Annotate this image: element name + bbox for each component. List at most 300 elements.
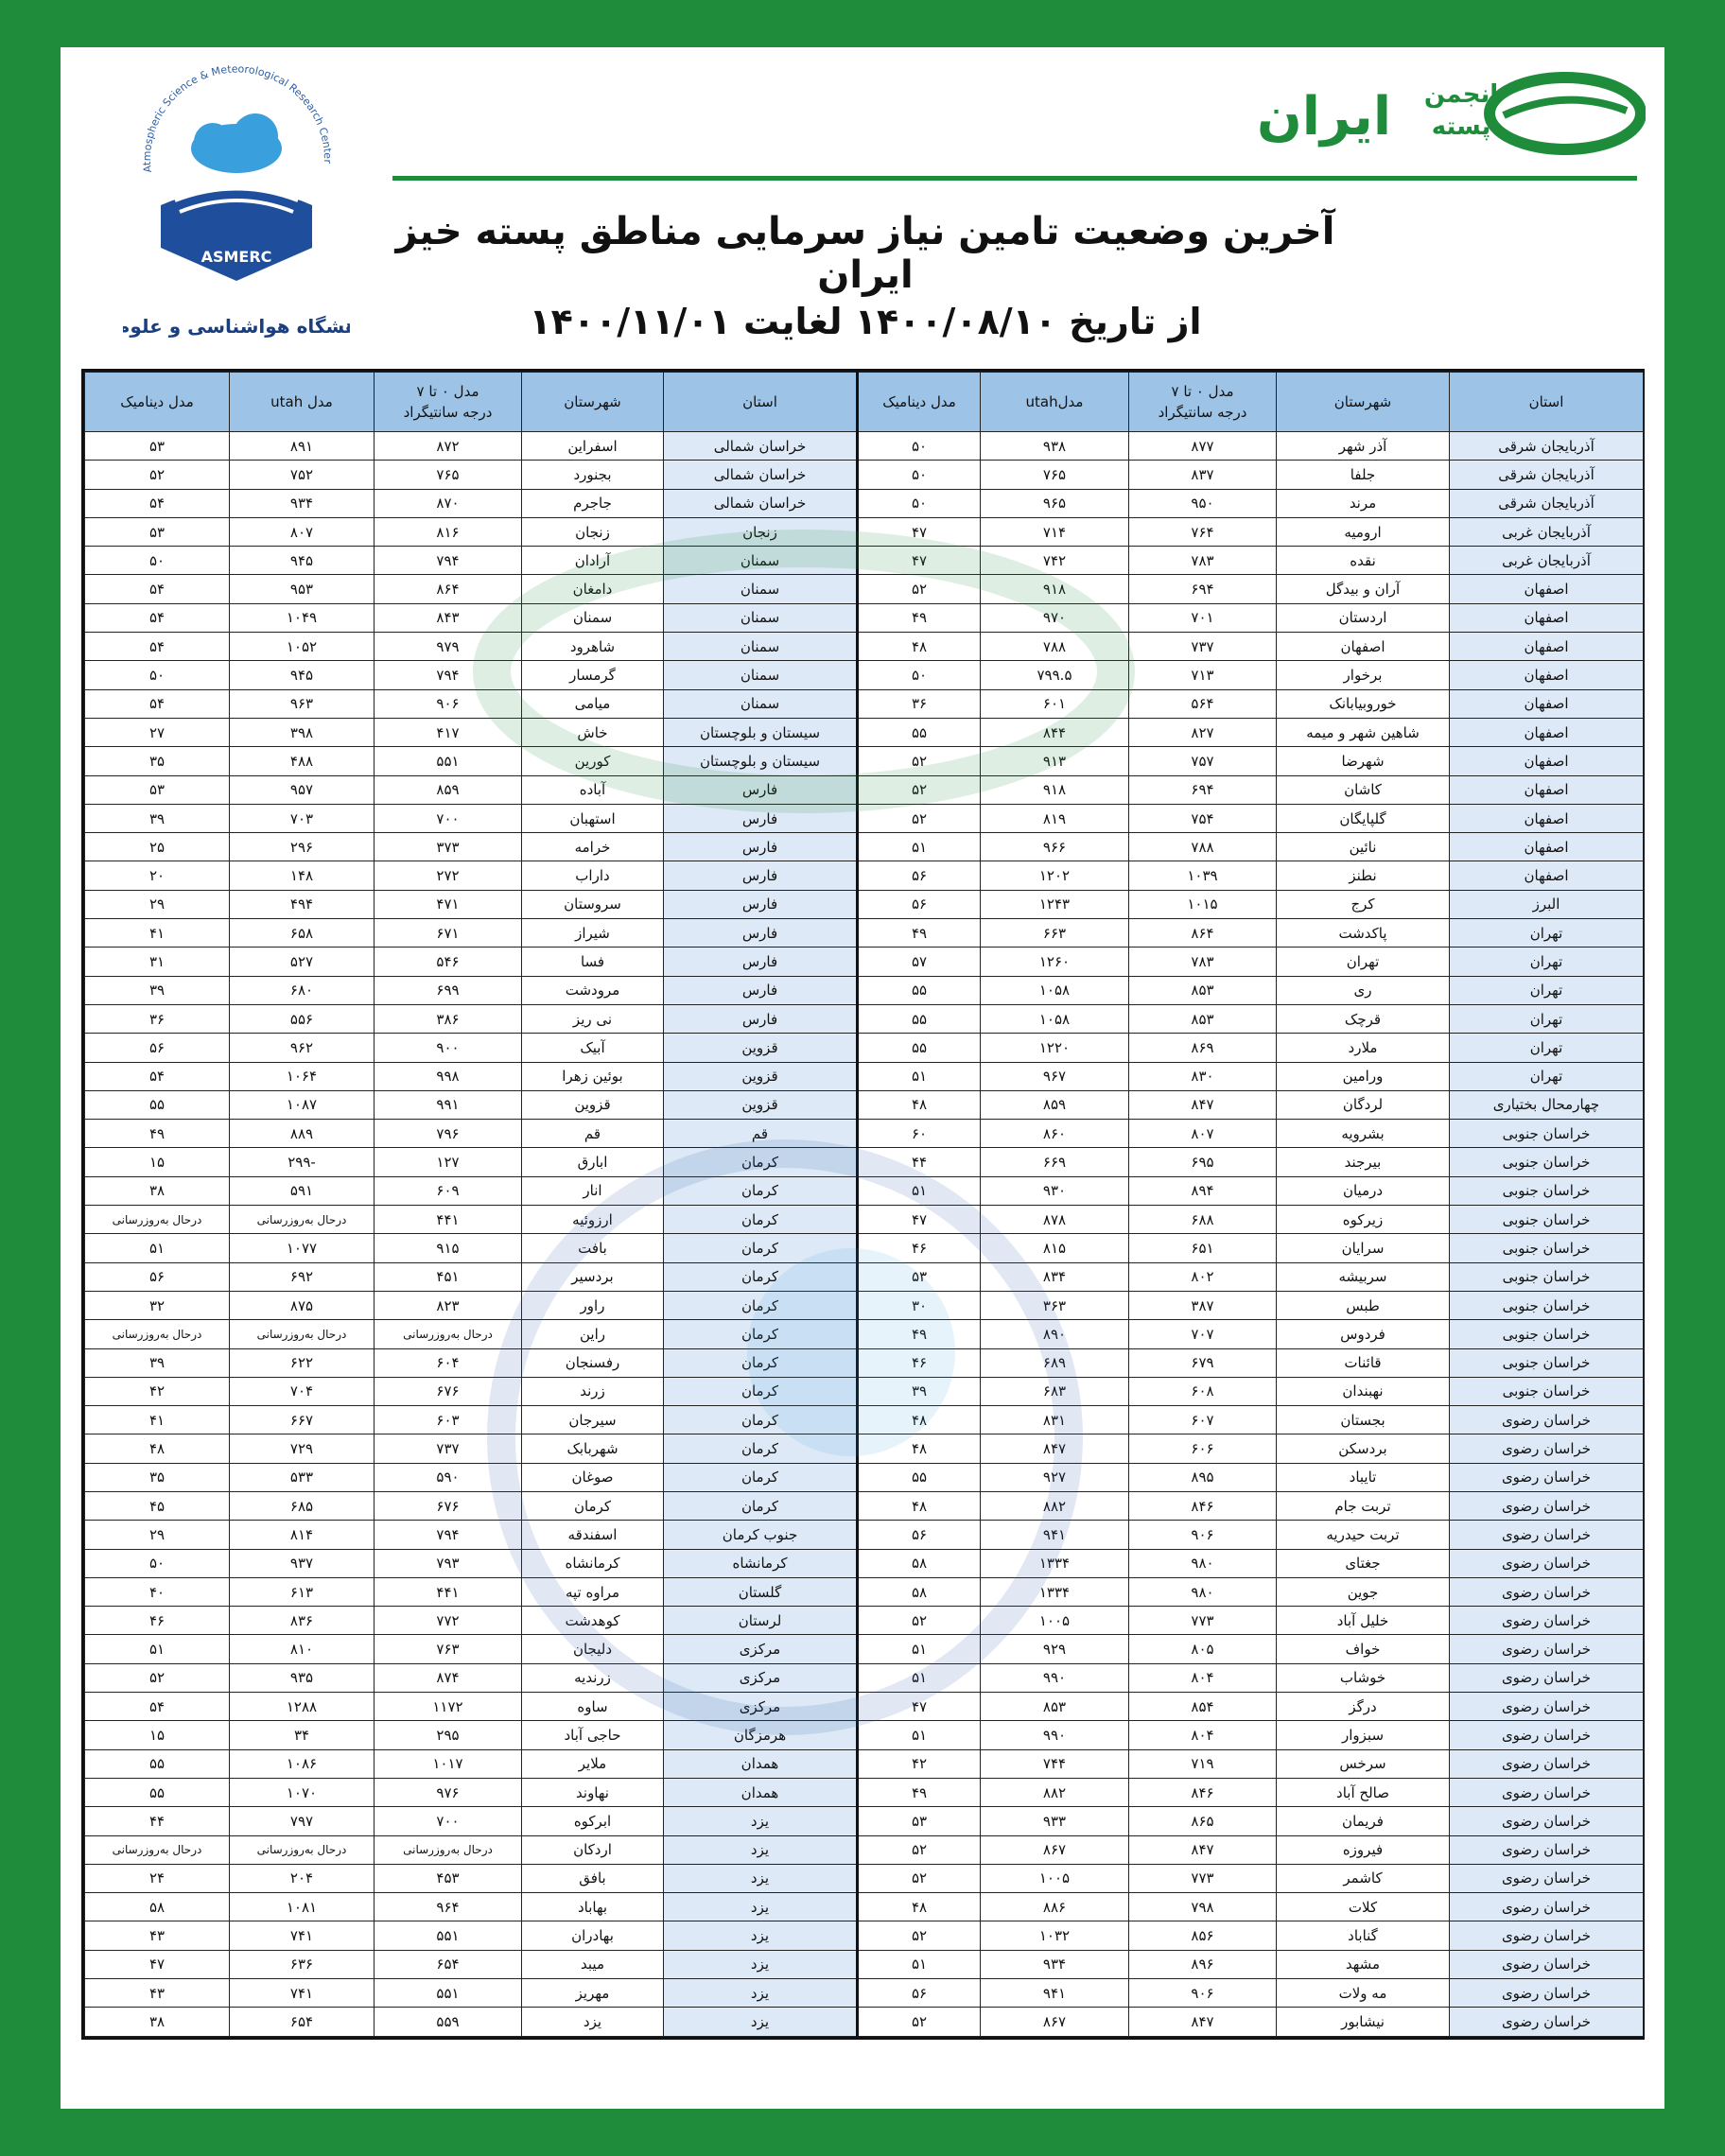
cell-province: خراسان شمالی — [664, 489, 858, 517]
cell-model-0-7: ۷۹۴ — [375, 661, 522, 689]
cell-province: اصفهان — [1450, 718, 1644, 746]
cell-model-0-7: ۲۷۲ — [375, 861, 522, 890]
cell-city: کورین — [522, 747, 664, 775]
cell-model-0-7: ۹۷۶ — [375, 1778, 522, 1806]
cell-province: همدان — [664, 1778, 858, 1806]
cell-model-0-7: ۶۰۷ — [1129, 1406, 1277, 1434]
cell-utah: ۸۰۷ — [230, 517, 375, 546]
cell-dynamic: ۱۵ — [85, 1721, 230, 1749]
cell-model-0-7: ۸۵۴ — [1129, 1693, 1277, 1721]
cell-dynamic: ۴۷ — [858, 547, 981, 575]
cell-model-0-7: ۹۸۰ — [1129, 1549, 1277, 1577]
cell-dynamic: ۱۵ — [85, 1148, 230, 1176]
cell-province: مرکزی — [664, 1693, 858, 1721]
table-row — [85, 1693, 1644, 1721]
cell-utah: درحال به‌روزرسانی — [230, 1835, 375, 1864]
cell-model-0-7: ۷۰۰ — [375, 804, 522, 832]
cell-model-0-7: ۸۴۶ — [1129, 1778, 1277, 1806]
table-row — [85, 1090, 1644, 1119]
cell-province: خراسان جنوبی — [1450, 1148, 1644, 1176]
cell-city: ساوه — [522, 1693, 664, 1721]
table-row — [85, 1148, 1644, 1176]
cell-utah: ۹۶۶ — [981, 833, 1129, 861]
cell-city: شهرضا — [1277, 747, 1450, 775]
cell-utah: ۹۴۵ — [230, 547, 375, 575]
cell-city: خلیل آباد — [1277, 1607, 1450, 1635]
cell-province: کرمان — [664, 1377, 858, 1405]
cell-province: یزد — [664, 2008, 858, 2036]
cell-utah: ۱۰۰۵ — [981, 1607, 1129, 1635]
table-row — [85, 1663, 1644, 1692]
table-row — [85, 1062, 1644, 1090]
cell-model-0-7: ۷۵۷ — [1129, 747, 1277, 775]
cell-province: کرمان — [664, 1148, 858, 1176]
cell-city: راین — [522, 1320, 664, 1348]
cell-city: جاجرم — [522, 489, 664, 517]
cell-dynamic: ۵۰ — [858, 432, 981, 461]
cell-province: یزد — [664, 1807, 858, 1835]
cell-dynamic: ۵۲ — [85, 1663, 230, 1692]
cell-city: آبیک — [522, 1034, 664, 1062]
cell-utah: ۱۲۸۸ — [230, 1693, 375, 1721]
cell-city: تربت حیدریه — [1277, 1521, 1450, 1549]
cell-dynamic: ۵۶ — [858, 1521, 981, 1549]
cell-utah: ۱۲۴۳ — [981, 890, 1129, 918]
cell-utah: ۱۰۵۸ — [981, 976, 1129, 1004]
cell-province: کرمانشاه — [664, 1549, 858, 1577]
cell-province: خراسان شمالی — [664, 432, 858, 461]
cell-province: خراسان رضوی — [1450, 1749, 1644, 1778]
cell-model-0-7: ۸۵۳ — [1129, 976, 1277, 1004]
cell-city: ارومیه — [1277, 517, 1450, 546]
cell-utah: ۷۴۴ — [981, 1749, 1129, 1778]
cell-dynamic: ۵۲ — [858, 1864, 981, 1892]
cell-province: خراسان رضوی — [1450, 1778, 1644, 1806]
cell-dynamic: درحال به‌روزرسانی — [85, 1835, 230, 1864]
cell-utah: ۸۸۲ — [981, 1491, 1129, 1520]
cell-utah: ۱۰۵۲ — [230, 633, 375, 661]
cell-dynamic: ۵۰ — [858, 661, 981, 689]
cell-model-0-7: ۷۹۶ — [375, 1120, 522, 1148]
cell-city: مهریز — [522, 1979, 664, 2008]
cell-city: میبد — [522, 1950, 664, 1978]
col-utah: مدل utah — [230, 373, 375, 432]
cell-dynamic: ۴۱ — [85, 1406, 230, 1434]
cell-dynamic: ۵۲ — [858, 747, 981, 775]
cell-model-0-7: ۸۷۷ — [1129, 432, 1277, 461]
cell-model-0-7: ۷۶۳ — [375, 1635, 522, 1663]
cell-utah: ۹۳۷ — [230, 1549, 375, 1577]
cell-model-0-7: ۶۰۳ — [375, 1406, 522, 1434]
svg-text:انجمن: انجمن — [1423, 80, 1499, 109]
cell-province: خراسان رضوی — [1450, 1521, 1644, 1549]
table-row — [85, 517, 1644, 546]
cell-dynamic: ۴۶ — [85, 1607, 230, 1635]
cell-dynamic: ۵۱ — [85, 1635, 230, 1663]
table-row — [85, 1206, 1644, 1234]
cell-model-0-7: ۶۹۵ — [1129, 1148, 1277, 1176]
cell-model-0-7: ۹۹۱ — [375, 1090, 522, 1119]
cell-province: خراسان جنوبی — [1450, 1234, 1644, 1262]
cell-dynamic: ۵۶ — [858, 1979, 981, 2008]
cell-utah: ۶۱۳ — [230, 1577, 375, 1606]
cell-province: خراسان جنوبی — [1450, 1206, 1644, 1234]
table-row — [85, 1176, 1644, 1205]
table-row — [85, 1120, 1644, 1148]
col-province: استان — [664, 373, 858, 432]
cell-utah: ۶۸۳ — [981, 1377, 1129, 1405]
cell-model-0-7: ۹۵۰ — [1129, 489, 1277, 517]
cell-model-0-7: ۶۷۹ — [1129, 1348, 1277, 1377]
cell-model-0-7: ۷۸۳ — [1129, 948, 1277, 976]
cell-city: ملارد — [1277, 1034, 1450, 1062]
cell-utah: ۶۳۶ — [230, 1950, 375, 1978]
cell-city: آران و بیدگل — [1277, 575, 1450, 603]
cell-city: گرمسار — [522, 661, 664, 689]
cell-dynamic: ۵۶ — [858, 890, 981, 918]
table-row — [85, 603, 1644, 632]
cell-province: آذربایجان شرقی — [1450, 461, 1644, 489]
svg-text:پژوهشگاه هواشناسی و علوم جو: شگاه هواشناسی و علوم — [123, 315, 345, 338]
cell-model-0-7: ۹۹۸ — [375, 1062, 522, 1090]
cell-utah: ۷۹۷ — [230, 1807, 375, 1835]
cell-city: شاهین شهر و میمه — [1277, 718, 1450, 746]
cell-model-0-7: ۸۰۷ — [1129, 1120, 1277, 1148]
cell-model-0-7: ۷۱۳ — [1129, 661, 1277, 689]
cell-utah: ۹۹۰ — [981, 1721, 1129, 1749]
cell-province: خراسان رضوی — [1450, 1835, 1644, 1864]
cell-city: بافت — [522, 1234, 664, 1262]
cell-model-0-7: ۷۹۸ — [1129, 1893, 1277, 1921]
cell-utah: ۹۴۱ — [981, 1979, 1129, 2008]
cell-model-0-7: ۸۴۳ — [375, 603, 522, 632]
cell-model-0-7: ۶۵۴ — [375, 1950, 522, 1978]
cell-dynamic: ۵۷ — [858, 948, 981, 976]
cell-dynamic: ۴۷ — [858, 1206, 981, 1234]
cell-model-0-7: ۸۰۴ — [1129, 1721, 1277, 1749]
cell-utah: ۹۵۷ — [230, 775, 375, 804]
cell-province: کرمان — [664, 1463, 858, 1491]
cell-model-0-7: ۹۷۹ — [375, 633, 522, 661]
table-row — [85, 461, 1644, 489]
table-row — [85, 1607, 1644, 1635]
cell-city: نهاوند — [522, 1778, 664, 1806]
cell-city: تایباد — [1277, 1463, 1450, 1491]
cell-province: قزوین — [664, 1034, 858, 1062]
cell-utah: ۶۶۷ — [230, 1406, 375, 1434]
cell-city: بهاباد — [522, 1893, 664, 1921]
cell-dynamic: ۴۹ — [858, 1778, 981, 1806]
cell-utah: ۶۸۹ — [981, 1348, 1129, 1377]
cell-province: مرکزی — [664, 1635, 858, 1663]
cell-utah: ۶۸۵ — [230, 1491, 375, 1520]
cell-province: سمنان — [664, 547, 858, 575]
cell-model-0-7: ۸۶۴ — [1129, 919, 1277, 948]
cell-model-0-7: ۷۰۱ — [1129, 603, 1277, 632]
cell-dynamic: ۳۹ — [858, 1377, 981, 1405]
cell-dynamic: ۵۳ — [858, 1262, 981, 1291]
cell-city: صالح آباد — [1277, 1778, 1450, 1806]
cell-model-0-7: ۷۹۳ — [375, 1549, 522, 1577]
cell-model-0-7: ۶۸۸ — [1129, 1206, 1277, 1234]
cell-dynamic: ۵۲ — [858, 804, 981, 832]
iran-pistachio-association-logo — [1229, 68, 1646, 163]
cell-city: تهران — [1277, 948, 1450, 976]
cell-dynamic: ۲۵ — [85, 833, 230, 861]
table-row — [85, 1234, 1644, 1262]
cell-dynamic: ۵۰ — [858, 461, 981, 489]
cell-dynamic: ۳۹ — [85, 1348, 230, 1377]
cell-dynamic: ۵۳ — [85, 517, 230, 546]
table-row — [85, 1491, 1644, 1520]
cell-province: خراسان رضوی — [1450, 1921, 1644, 1950]
cell-province: خراسان جنوبی — [1450, 1348, 1644, 1377]
cell-dynamic: ۶۰ — [858, 1120, 981, 1148]
cell-utah: ۳۶۳ — [981, 1291, 1129, 1319]
cell-utah: ۱۲۰۲ — [981, 861, 1129, 890]
cell-model-0-7: ۷۸۸ — [1129, 833, 1277, 861]
table-row — [85, 1377, 1644, 1405]
cell-model-0-7: ۶۹۹ — [375, 976, 522, 1004]
cell-dynamic: ۵۵ — [858, 718, 981, 746]
cell-dynamic: ۲۹ — [85, 1521, 230, 1549]
table-row — [85, 1807, 1644, 1835]
cell-utah: درحال به‌روزرسانی — [230, 1206, 375, 1234]
cell-utah: ۷۰۳ — [230, 804, 375, 832]
cell-province: خراسان رضوی — [1450, 1950, 1644, 1978]
cell-utah: ۸۴۷ — [981, 1434, 1129, 1463]
cell-city: ابارق — [522, 1148, 664, 1176]
cell-model-0-7: ۷۰۰ — [375, 1807, 522, 1835]
table-row — [85, 976, 1644, 1004]
cell-city: سبزوار — [1277, 1721, 1450, 1749]
cell-utah: ۹۳۵ — [230, 1663, 375, 1692]
cell-model-0-7: ۷۰۷ — [1129, 1320, 1277, 1348]
cell-model-0-7: ۷۷۲ — [375, 1607, 522, 1635]
cell-city: آرادان — [522, 547, 664, 575]
cell-model-0-7: ۵۵۱ — [375, 1979, 522, 2008]
cell-city: سرخس — [1277, 1749, 1450, 1778]
cell-model-0-7: ۶۰۸ — [1129, 1377, 1277, 1405]
cell-city: قم — [522, 1120, 664, 1148]
cell-dynamic: ۴۹ — [85, 1120, 230, 1148]
cell-dynamic: ۳۵ — [85, 747, 230, 775]
cell-province: اصفهان — [1450, 833, 1644, 861]
cell-city: کاشان — [1277, 775, 1450, 804]
cell-city: درمیان — [1277, 1176, 1450, 1205]
cell-province: یزد — [664, 1893, 858, 1921]
cell-utah: ۷۵۲ — [230, 461, 375, 489]
cell-province: خراسان رضوی — [1450, 1491, 1644, 1520]
cell-city: راور — [522, 1291, 664, 1319]
cell-utah: ۹۵۳ — [230, 575, 375, 603]
cell-province: اصفهان — [1450, 603, 1644, 632]
cell-province: یزد — [664, 1950, 858, 1978]
cell-utah: ۵۵۶ — [230, 1004, 375, 1033]
cell-model-0-7: ۷۷۳ — [1129, 1864, 1277, 1892]
cell-province: خراسان جنوبی — [1450, 1120, 1644, 1148]
cell-dynamic: ۵۸ — [85, 1893, 230, 1921]
table-row — [85, 1434, 1644, 1463]
cell-province: البرز — [1450, 890, 1644, 918]
cell-dynamic: ۵۱ — [858, 1721, 981, 1749]
cell-city: جغتای — [1277, 1549, 1450, 1577]
cell-model-0-7: ۷۷۳ — [1129, 1607, 1277, 1635]
cell-model-0-7: ۱۲۷ — [375, 1148, 522, 1176]
cell-city: جلفا — [1277, 461, 1450, 489]
cell-province: یزد — [664, 1864, 858, 1892]
cell-model-0-7: ۸۴۷ — [1129, 1835, 1277, 1864]
cell-utah: ۷۴۱ — [230, 1921, 375, 1950]
cell-province: خراسان رضوی — [1450, 1807, 1644, 1835]
cell-utah: ۱۰۰۵ — [981, 1864, 1129, 1892]
cell-utah: ۹۳۸ — [981, 432, 1129, 461]
cell-utah: ۹۱۸ — [981, 775, 1129, 804]
cell-model-0-7: ۴۷۱ — [375, 890, 522, 918]
cell-model-0-7: ۵۵۱ — [375, 1921, 522, 1950]
cell-province: اصفهان — [1450, 575, 1644, 603]
cell-model-0-7: ۸۱۶ — [375, 517, 522, 546]
cell-city: زنجان — [522, 517, 664, 546]
cell-province: اصفهان — [1450, 861, 1644, 890]
cell-model-0-7: ۶۵۱ — [1129, 1234, 1277, 1262]
cell-model-0-7: ۷۱۹ — [1129, 1749, 1277, 1778]
cell-province: سیستان و بلوچستان — [664, 718, 858, 746]
cell-city: صوغان — [522, 1463, 664, 1491]
cell-city: ارزوئیه — [522, 1206, 664, 1234]
cell-utah: ۳۹۸ — [230, 718, 375, 746]
cell-city: بافق — [522, 1864, 664, 1892]
cell-dynamic: ۴۱ — [85, 919, 230, 948]
cell-province: خراسان رضوی — [1450, 1406, 1644, 1434]
cell-city: بجنورد — [522, 461, 664, 489]
cell-city: سربیشه — [1277, 1262, 1450, 1291]
cell-province: یزد — [664, 1921, 858, 1950]
cell-city: خوروبیابانک — [1277, 689, 1450, 718]
cell-province: اصفهان — [1450, 747, 1644, 775]
cell-dynamic: ۵۴ — [85, 1693, 230, 1721]
cell-utah: ۱۰۸۱ — [230, 1893, 375, 1921]
cell-dynamic: ۵۲ — [858, 1607, 981, 1635]
cell-city: خواف — [1277, 1635, 1450, 1663]
cell-utah: ۹۳۴ — [230, 489, 375, 517]
table-row — [85, 1549, 1644, 1577]
cell-utah: ۸۵۹ — [981, 1090, 1129, 1119]
cell-dynamic: ۵۰ — [858, 489, 981, 517]
cell-province: یزد — [664, 1979, 858, 2008]
cell-model-0-7: ۶۷۶ — [375, 1377, 522, 1405]
cell-model-0-7: ۸۲۳ — [375, 1291, 522, 1319]
cell-model-0-7: ۶۹۴ — [1129, 575, 1277, 603]
cell-model-0-7: ۵۹۰ — [375, 1463, 522, 1491]
cell-city: جوین — [1277, 1577, 1450, 1606]
cell-dynamic: ۴۵ — [85, 1491, 230, 1520]
cell-model-0-7: ۵۵۹ — [375, 2008, 522, 2036]
cell-dynamic: ۵۵ — [858, 976, 981, 1004]
cell-province: مرکزی — [664, 1663, 858, 1692]
cell-dynamic: ۴۸ — [858, 1893, 981, 1921]
cell-model-0-7: ۵۵۱ — [375, 747, 522, 775]
cell-city: استهبان — [522, 804, 664, 832]
cell-province: چهارمحال بختیاری — [1450, 1090, 1644, 1119]
cell-city: دامغان — [522, 575, 664, 603]
table-row — [85, 890, 1644, 918]
cell-dynamic: ۵۴ — [85, 1062, 230, 1090]
cell-city: خاش — [522, 718, 664, 746]
cell-utah: ۴۸۸ — [230, 747, 375, 775]
cell-dynamic: درحال به‌روزرسانی — [85, 1320, 230, 1348]
table-row — [85, 833, 1644, 861]
cell-province: آذربایجان غربی — [1450, 517, 1644, 546]
cell-province: خراسان رضوی — [1450, 1549, 1644, 1577]
cell-dynamic: ۵۶ — [858, 861, 981, 890]
cell-model-0-7: ۹۱۵ — [375, 1234, 522, 1262]
table-row — [85, 1348, 1644, 1377]
cell-city: گناباد — [1277, 1921, 1450, 1950]
cell-city: دلیجان — [522, 1635, 664, 1663]
cell-dynamic: ۵۴ — [85, 633, 230, 661]
cell-utah: ۱۰۶۴ — [230, 1062, 375, 1090]
cell-province: تهران — [1450, 1004, 1644, 1033]
cell-dynamic: ۴۰ — [85, 1577, 230, 1606]
cell-utah: ۱۰۵۸ — [981, 1004, 1129, 1033]
cell-dynamic: ۵۱ — [858, 1062, 981, 1090]
cell-utah: ۱۰۷۷ — [230, 1234, 375, 1262]
cell-model-0-7: ۹۸۰ — [1129, 1577, 1277, 1606]
cell-province: سمنان — [664, 661, 858, 689]
col-province: استان — [1450, 373, 1644, 432]
table-row — [85, 1262, 1644, 1291]
cell-utah: ۶۸۰ — [230, 976, 375, 1004]
cell-dynamic: ۴۳ — [85, 1921, 230, 1950]
cell-model-0-7: ۸۴۶ — [1129, 1491, 1277, 1520]
cell-province: گلستان — [664, 1577, 858, 1606]
cell-model-0-7: ۳۸۶ — [375, 1004, 522, 1033]
cell-utah: ۱۰۷۰ — [230, 1778, 375, 1806]
cell-utah: ۶۵۴ — [230, 2008, 375, 2036]
cell-province: یزد — [664, 1835, 858, 1864]
cell-city: فیروزه — [1277, 1835, 1450, 1864]
cell-city: کاشمر — [1277, 1864, 1450, 1892]
cell-utah: ۹۱۳ — [981, 747, 1129, 775]
col-city: شهرستان — [522, 373, 664, 432]
cell-city: اصفهان — [1277, 633, 1450, 661]
table-row — [85, 1635, 1644, 1663]
cell-utah: ۷۴۲ — [981, 547, 1129, 575]
cell-dynamic: ۳۸ — [85, 2008, 230, 2036]
cell-city: ری — [1277, 976, 1450, 1004]
cell-model-0-7: ۶۰۴ — [375, 1348, 522, 1377]
table-row — [85, 861, 1644, 890]
cell-province: فارس — [664, 948, 858, 976]
cell-city: فریمان — [1277, 1807, 1450, 1835]
cell-model-0-7: ۸۹۶ — [1129, 1950, 1277, 1978]
cell-dynamic: ۵۱ — [858, 1176, 981, 1205]
svg-text:ایران: ایران — [1256, 86, 1392, 148]
cell-province: اصفهان — [1450, 689, 1644, 718]
cell-utah: ۶۲۲ — [230, 1348, 375, 1377]
cell-city: بشرویه — [1277, 1120, 1450, 1148]
cell-province: جنوب کرمان — [664, 1521, 858, 1549]
cell-city: اردستان — [1277, 603, 1450, 632]
cell-province: فارس — [664, 1004, 858, 1033]
cell-city: بردسیر — [522, 1262, 664, 1291]
cell-province: آذربایجان شرقی — [1450, 489, 1644, 517]
cell-city: بوئین زهرا — [522, 1062, 664, 1090]
table-row — [85, 1577, 1644, 1606]
cell-city: ابرکوه — [522, 1807, 664, 1835]
cell-city: خرامه — [522, 833, 664, 861]
